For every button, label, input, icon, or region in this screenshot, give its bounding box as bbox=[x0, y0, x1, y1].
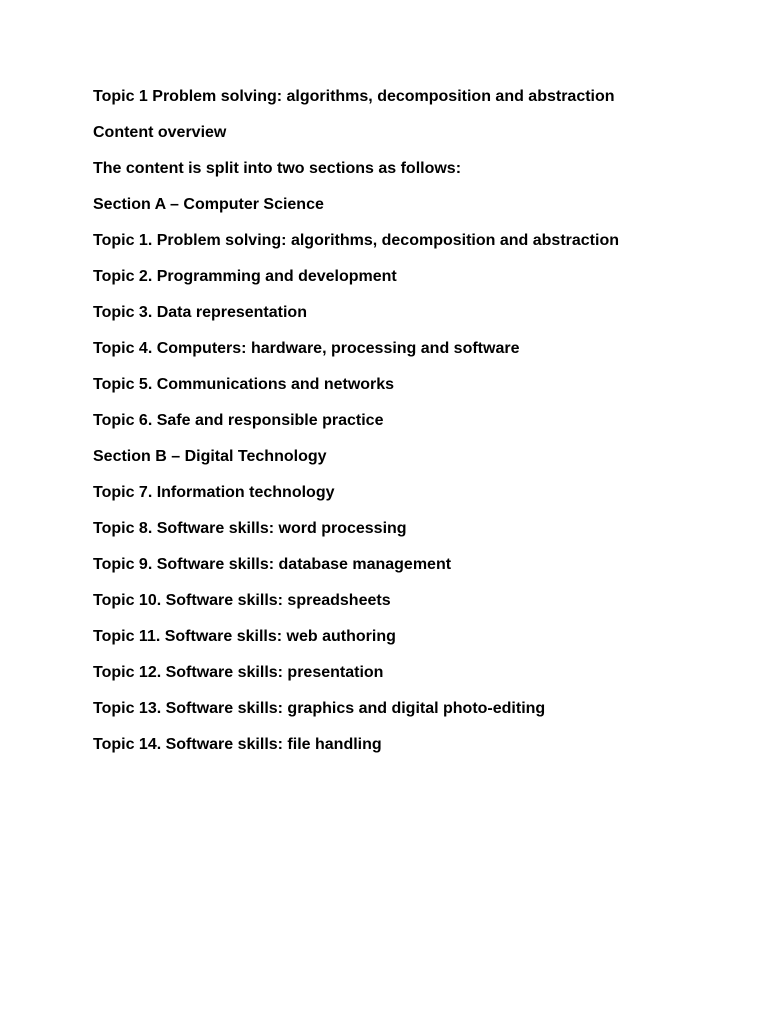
document-title: Topic 1 Problem solving: algorithms, decomposition and abstraction bbox=[93, 88, 615, 105]
topic-item: Topic 5. Communications and networks bbox=[93, 376, 395, 393]
section-heading-b: Section B – Digital Technology bbox=[93, 448, 327, 465]
topic-item: Topic 3. Data representation bbox=[93, 304, 307, 321]
topic-item: Topic 4. Computers: hardware, processing and software bbox=[93, 340, 520, 357]
topic-item: Topic 11. Software skills: web authoring bbox=[93, 628, 396, 645]
topic-item: Topic 10. Software skills: spreadsheets bbox=[93, 592, 391, 609]
topic-item: Topic 9. Software skills: database management bbox=[93, 556, 452, 573]
document-subtitle: Content overview bbox=[93, 124, 227, 141]
document-intro: The content is split into two sections as follows: bbox=[93, 160, 462, 177]
topic-item: Topic 13. Software skills: graphics and digital photo-editing bbox=[93, 700, 546, 717]
document-body bbox=[93, 87, 733, 771]
section-heading-a: Section A – Computer Science bbox=[93, 196, 324, 213]
topic-item: Topic 14. Software skills: file handling bbox=[93, 736, 382, 753]
topic-item: Topic 7. Information technology bbox=[93, 484, 335, 501]
topic-item: Topic 6. Safe and responsible practice bbox=[93, 412, 384, 429]
topic-item: Topic 12. Software skills: presentation bbox=[93, 664, 384, 681]
topic-item: Topic 2. Programming and development bbox=[93, 268, 397, 285]
topic-item: Topic 8. Software skills: word processing bbox=[93, 520, 407, 537]
topic-item: Topic 1. Problem solving: algorithms, decomposition and abstraction bbox=[93, 232, 619, 249]
